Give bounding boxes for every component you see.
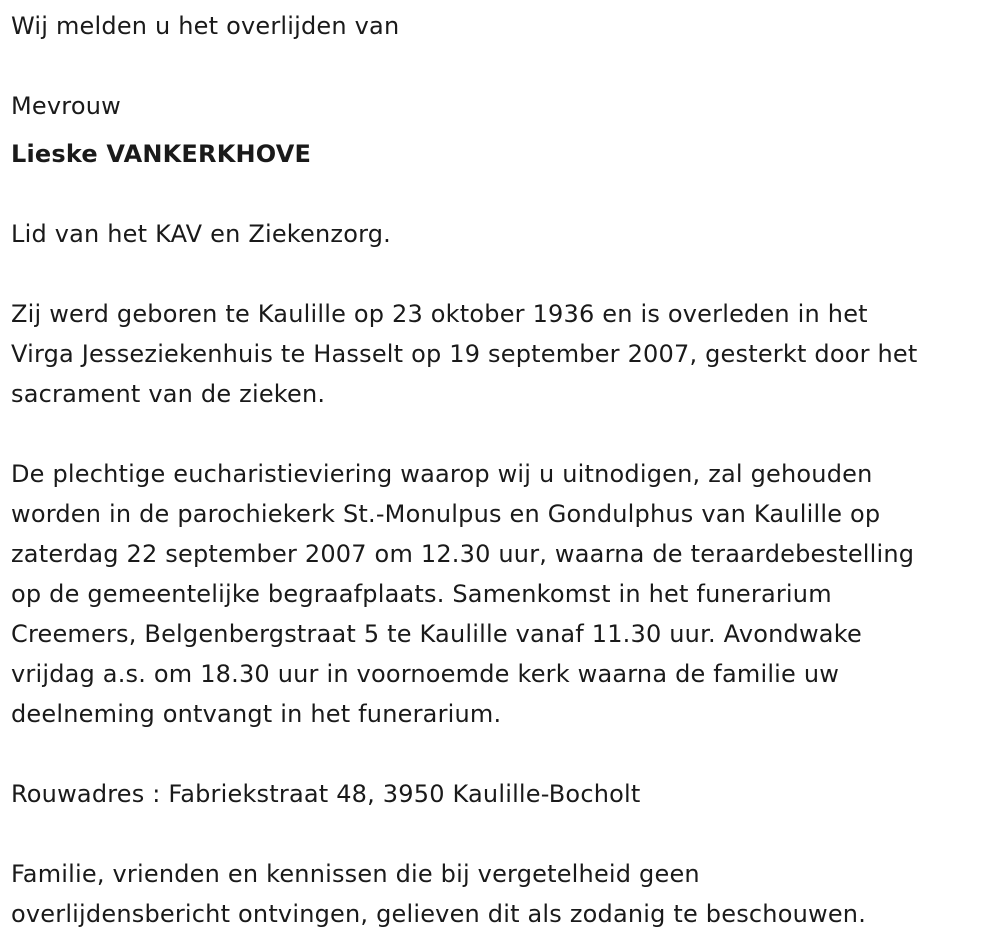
closing-paragraph (11, 854, 996, 934)
membership-line: Lid van het KAV en Ziekenzorg. (11, 220, 392, 248)
paragraph-line: Creemers, Belgenbergstraat 5 te Kaulille vanaf 11.30 uur. Avondwake (11, 620, 862, 648)
spacer (11, 414, 996, 454)
spacer (11, 46, 996, 86)
spacer (11, 174, 996, 214)
deceased-name: Lieske VANKERKHOVE (11, 140, 312, 168)
paragraph-line: De plechtige eucharistieviering waarop wij u uitnodigen, zal gehouden (11, 460, 873, 488)
paragraph-line: op de gemeentelijke begraafplaats. Samenkomst in het funerarium (11, 580, 832, 608)
salutation: Mevrouw (11, 92, 121, 120)
paragraph-line: Zij werd geboren te Kaulille op 23 oktober 1936 en is overleden in het (11, 300, 868, 328)
paragraph-line: deelneming ontvangt in het funerarium. (11, 700, 502, 728)
spacer (11, 126, 996, 134)
intro-line: Wij melden u het overlijden van (11, 12, 400, 40)
paragraph-line: worden in de parochiekerk St.-Monulpus en Gondulphus van Kaulille op (11, 500, 881, 528)
spacer (11, 254, 996, 294)
ceremony-paragraph (11, 454, 996, 734)
paragraph-line: overlijdensbericht ontvingen, gelieven dit als zodanig te beschouwen. (11, 900, 867, 928)
birth-death-paragraph (11, 294, 996, 414)
paragraph-line: vrijdag a.s. om 18.30 uur in voornoemde kerk waarna de familie uw (11, 660, 840, 688)
paragraph-line: Virga Jesseziekenhuis te Hasselt op 19 september 2007, gesterkt door het (11, 340, 918, 368)
paragraph-line: zaterdag 22 september 2007 om 12.30 uur, waarna de teraardebestelling (11, 540, 915, 568)
spacer (11, 814, 996, 854)
spacer (11, 734, 996, 774)
paragraph-line: Familie, vrienden en kennissen die bij vergetelheid geen (11, 860, 700, 888)
paragraph-line: sacrament van de zieken. (11, 380, 326, 408)
mourning-address: Rouwadres : Fabriekstraat 48, 3950 Kaulille-Bocholt (11, 780, 641, 808)
obituary-notice (11, 0, 996, 934)
